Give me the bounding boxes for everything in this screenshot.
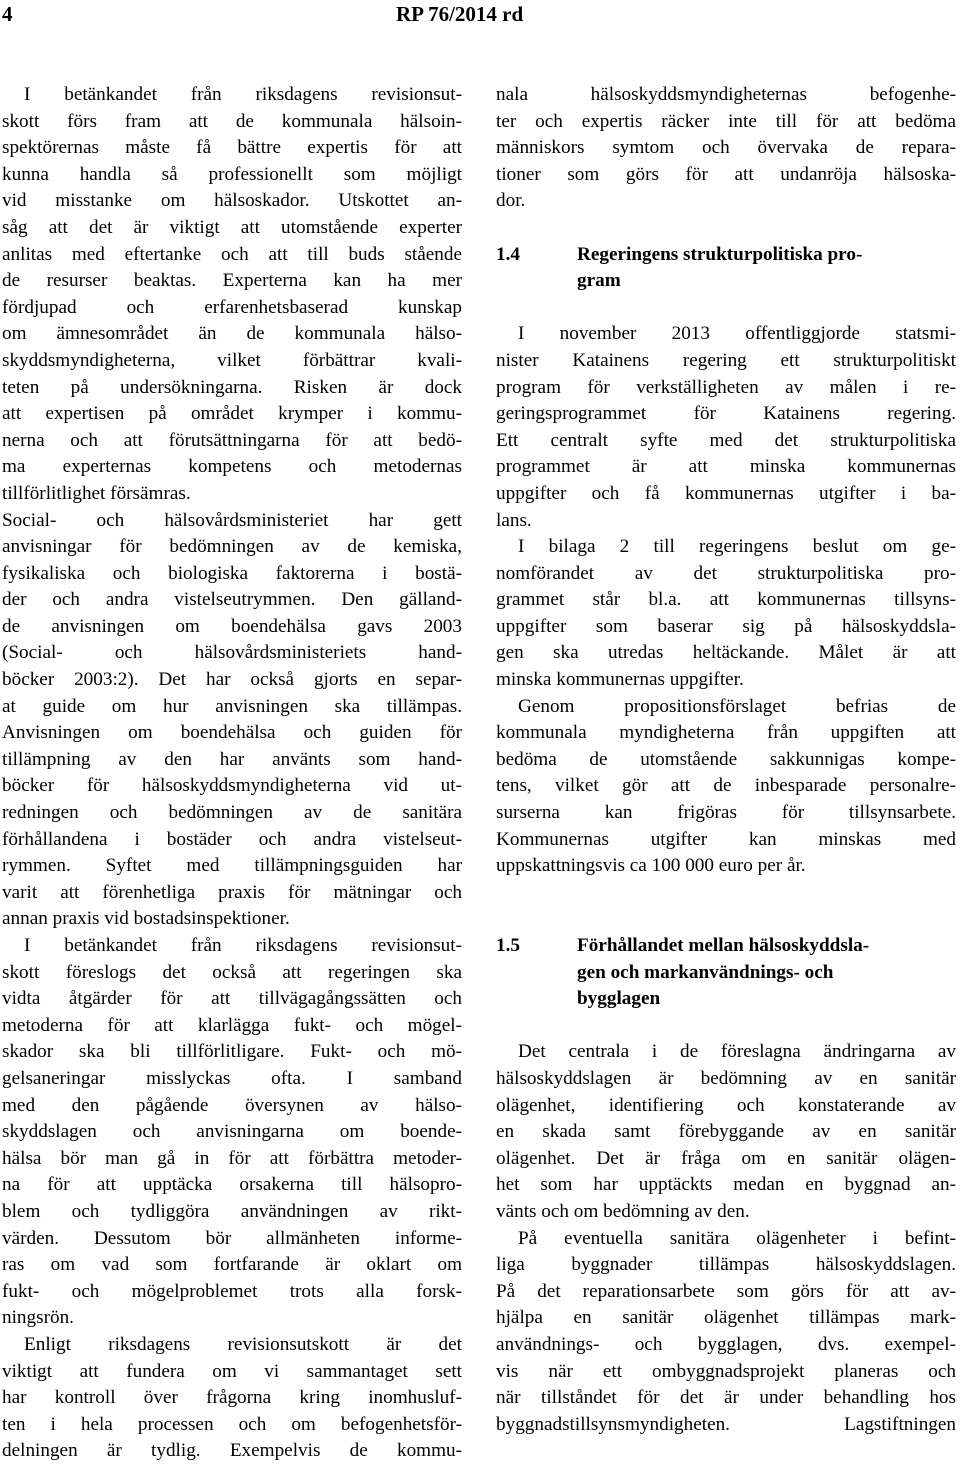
text-line: Genom propositionsförslaget befrias de xyxy=(518,695,956,717)
text-line: der och andra vistelseutrymmen. Den gälland- xyxy=(2,589,462,611)
text-line: nerna och att förutsättningarna för att bedö- xyxy=(2,429,462,451)
text-line: dor. xyxy=(496,190,526,212)
section-title-cont: bygglagen xyxy=(577,988,661,1010)
text-line: uppskattningsvis ca 100 000 euro per år. xyxy=(496,855,806,877)
text-line: ter och expertis räcker inte till för att bedöma xyxy=(496,110,956,132)
text-line: I betänkandet från riksdagens revisionsut- xyxy=(24,84,462,105)
text-line: fysikaliska och biologiska faktorerna i bostä- xyxy=(2,562,462,584)
text-line: gen ska utredas heltäckande. Målet är att xyxy=(496,642,956,664)
text-line: På eventuella sanitära olägenheter i befint- xyxy=(518,1227,956,1249)
section-title: Förhållandet mellan hälsoskyddsla- xyxy=(577,935,870,956)
text-line: minska kommunernas uppgifter. xyxy=(496,669,744,691)
text-line: liga byggnader tillämpas hälsoskyddslagen. xyxy=(496,1254,956,1276)
text-line: skott föreslogs det också att regeringen ska xyxy=(2,961,462,983)
text-line: människors symtom och övervaka de repara- xyxy=(496,137,956,159)
text-line: I betänkandet från riksdagens revisionsut- xyxy=(24,935,462,956)
text-line: Enligt riksdagens revisionsutskott är det xyxy=(24,1333,462,1355)
text-line: böcker 2003:2). Det har också gjorts en separ- xyxy=(2,669,462,691)
text-line: na för att upptäcka orsakerna till hälsopro- xyxy=(2,1174,462,1196)
text-line: en skada samt förebyggande av en sanitär xyxy=(496,1121,956,1143)
text-line: surserna kan frigöras för tillsynsarbete. xyxy=(496,802,956,824)
text-line: vidta åtgärder för att tillvägagångssätten och xyxy=(2,988,462,1010)
text-line: användnings- och bygglagen, dvs. exempel- xyxy=(496,1333,956,1355)
text-line: hälsa bör man gå in för att förbättra metoder- xyxy=(2,1147,462,1169)
text-line: när tillståndet för det är under behandling hos xyxy=(496,1387,956,1409)
spacer xyxy=(496,1013,956,1040)
text-line: skyddslagen och anvisningarna om boende- xyxy=(2,1121,462,1143)
text-line: programmet är att minska kommunernas xyxy=(496,456,956,478)
section-1-4-body xyxy=(496,321,956,879)
text-line: nister Katainens regering ett strukturpolitiskt xyxy=(496,349,956,371)
left-column xyxy=(2,82,462,1465)
text-line: het som har upptäckts medan en byggnad an- xyxy=(496,1174,956,1196)
section-heading-1-5-cont2 xyxy=(496,986,956,1013)
text-line: program för verkställigheten av målen i re- xyxy=(496,376,956,398)
text-line: fördjupad och erfarenhetsbaserad kunskap xyxy=(2,296,462,318)
text-line: Anvisningen om boendehälsa och guiden för xyxy=(2,722,462,744)
text-line: nomförandet av det strukturpolitiska pro- xyxy=(496,562,956,584)
text-line: ningsrön. xyxy=(2,1307,74,1329)
text-line: har kontroll över frågorna kring inomhusluf- xyxy=(2,1387,462,1409)
section-heading-1-5 xyxy=(496,933,956,960)
text-line: tens, vilket gör att de inbesparade personalre- xyxy=(496,775,956,797)
text-line: spektörernas måste få bättre expertis för att xyxy=(2,137,462,159)
text-line: om ämnesområdet än de kommunala hälso- xyxy=(2,323,462,345)
text-line: gelsaneringar misslyckas ofta. I samband xyxy=(2,1067,462,1089)
text-line: hälsoskyddslagen är bedömning av en sanitär xyxy=(496,1067,956,1089)
text-line: de resurser beaktas. Experterna kan ha mer xyxy=(2,270,462,292)
text-line: metoderna för att klarlägga fukt- och mögel- xyxy=(2,1014,462,1036)
text-line: På det reparationsarbete som görs för att av- xyxy=(496,1280,956,1302)
text-line: ten i hela processen och om befogenhetsför- xyxy=(2,1413,462,1435)
section-number: 1.5 xyxy=(496,935,520,956)
text-line: olägenhet, identifiering och konstaterande av xyxy=(496,1094,956,1116)
text-line: kunna handla så professionellt som möjligt xyxy=(2,163,462,185)
text-line: tioner som görs för att undanröja hälsoska- xyxy=(496,163,956,185)
text-line: med den pågående översynen av hälso- xyxy=(2,1094,462,1116)
text-line: bedöma de utomstående sakkunnigas kompe- xyxy=(496,748,956,770)
document-id: RP 76/2014 rd xyxy=(396,2,524,26)
text-line: I november 2013 offentliggjorde statsmi- xyxy=(518,323,956,345)
text-line: (Social- och hälsovårdsministeriets hand- xyxy=(2,642,462,664)
text-line: skyddsmyndigheterna, vilket förbättrar kvali- xyxy=(2,349,462,371)
text-line: nala hälsoskyddsmyndigheternas befogenhe- xyxy=(496,84,956,105)
text-line: Kommunernas utgifter kan minskas med xyxy=(496,828,956,850)
page-number: 4 xyxy=(2,2,13,26)
text-line: vid misstanke om hälsoskador. Utskottet an- xyxy=(2,190,462,212)
text-line: värden. Dessutom bör allmänheten informe- xyxy=(2,1227,462,1249)
text-line: såg att det är viktigt att utomstående experter xyxy=(2,216,462,238)
text-line: annan praxis vid bostadsinspektioner. xyxy=(2,908,290,930)
text-line: kommunala myndigheterna från uppgiften att xyxy=(496,722,956,744)
spacer xyxy=(496,906,956,933)
text-line: uppgifter som baserar sig på hälsoskyddsla- xyxy=(496,615,956,637)
section-heading-1-4-cont xyxy=(496,268,956,295)
spacer xyxy=(496,295,956,322)
text-line: böcker för hälsoskyddsmyndigheterna vid ut- xyxy=(2,775,462,797)
text-line: de anvisningen om boendehälsa gavs 2003 xyxy=(2,615,462,637)
text-line: att expertisen på området krymper i kommu- xyxy=(2,403,462,425)
right-column xyxy=(496,82,956,1438)
section-title-cont: gram xyxy=(577,270,621,292)
text-line: hjälpa en sanitär olägenhet tillämpas mark- xyxy=(496,1307,956,1329)
text-line: fukt- och mögelproblemet trots alla forsk- xyxy=(2,1280,462,1302)
text-line: Social- och hälsovårdsministeriet har gett xyxy=(2,509,462,531)
text-line: redningen och bedömningen av de sanitära xyxy=(2,802,462,824)
spacer xyxy=(496,215,956,242)
section-title-cont: gen och markanvändnings- och xyxy=(577,961,834,983)
text-line: geringsprogrammet för Katainens regering. xyxy=(496,403,956,425)
section-1-5-body xyxy=(496,1039,956,1438)
section-title: Regeringens strukturpolitiska pro- xyxy=(577,243,863,265)
text-line: blem och tydliggöra användningen av rikt- xyxy=(2,1200,462,1222)
section-heading-1-5-cont xyxy=(496,960,956,987)
text-line: I bilaga 2 till regeringens beslut om ge- xyxy=(518,536,956,558)
text-line: grammet står bl.a. att kommunernas tillsyns- xyxy=(496,589,956,611)
text-line: varit att förenhetliga praxis för mätningar och xyxy=(2,881,462,903)
spacer xyxy=(496,880,956,907)
text-line: byggnadstillsynsmyndigheten. Lagstiftningen xyxy=(496,1413,956,1435)
text-line: tillförlitlighet försämras. xyxy=(2,482,191,504)
text-line: Det centrala i de föreslagna ändringarna av xyxy=(518,1041,956,1063)
text-line: vänts och om bedömning av den. xyxy=(496,1200,750,1222)
text-line: skador ska bli tillförlitligare. Fukt- och mö- xyxy=(2,1041,462,1063)
section-heading-1-4 xyxy=(496,242,956,269)
paragraph-continuation xyxy=(496,82,956,215)
text-line: vis när ett ombyggnadsprojekt planeras och xyxy=(496,1360,956,1382)
text-line: delningen är tydlig. Exempelvis de kommu- xyxy=(2,1440,462,1462)
text-line: förhållandena i bostäder och andra vistelseut- xyxy=(2,828,462,850)
text-line: Ett centralt syfte med det strukturpolitiska xyxy=(496,429,956,451)
text-line: teten på undersökningarna. Risken är dock xyxy=(2,376,462,398)
text-line: tillämpning av den har använts som hand- xyxy=(2,748,462,770)
text-line: olägenhet. Det är fråga om en sanitär olägen- xyxy=(496,1147,956,1169)
text-line: skott förs fram att de kommunala hälsoin- xyxy=(2,110,462,132)
text-line: uppgifter och få kommunernas utgifter i ba- xyxy=(496,482,956,504)
text-line: ras om vad som fortfarande är oklart om xyxy=(2,1254,462,1276)
section-number: 1.4 xyxy=(496,243,520,265)
text-line: rymmen. Syftet med tillämpningsguiden har xyxy=(2,855,462,877)
text-line: lans. xyxy=(496,509,532,531)
text-line: ma experternas kompetens och metodernas xyxy=(2,456,462,478)
text-line: viktigt att fundera om vi sammantaget sett xyxy=(2,1360,462,1382)
text-line: anvisningar för bedömningen av de kemiska, xyxy=(2,536,462,558)
text-line: at guide om hur anvisningen ska tillämpas. xyxy=(2,695,462,717)
text-line: anlitas med eftertanke och att till buds stående xyxy=(2,243,462,265)
